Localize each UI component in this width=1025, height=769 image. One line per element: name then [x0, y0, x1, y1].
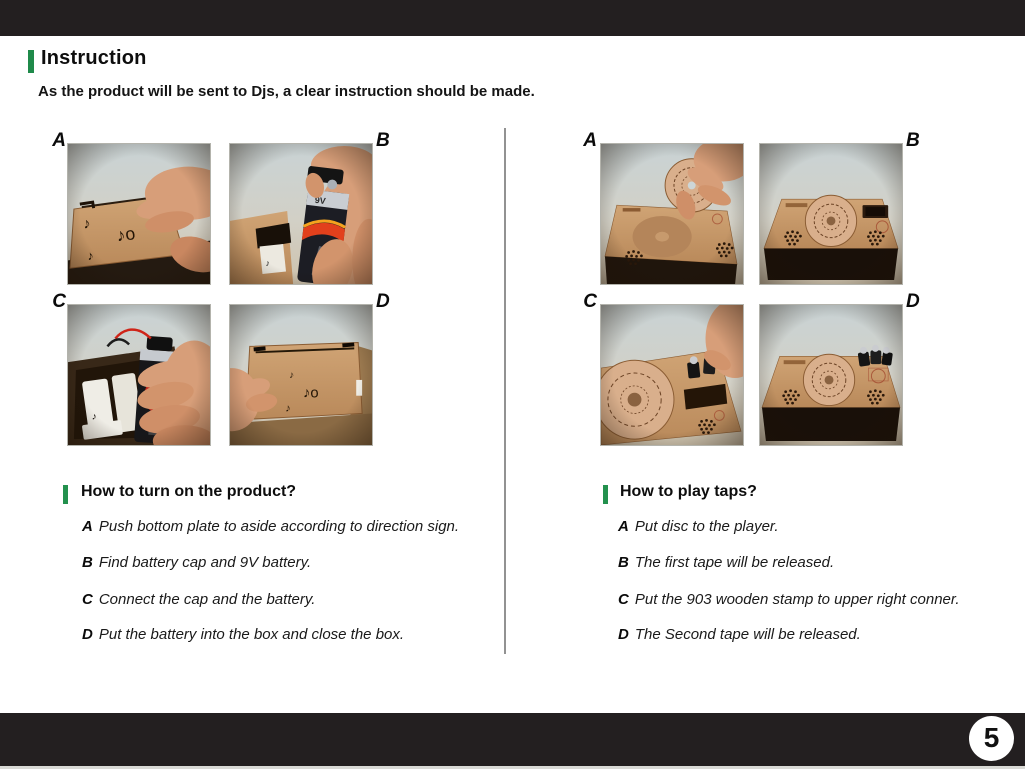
step-label: C [82, 591, 93, 608]
title-accent-bar [28, 50, 34, 73]
step-label: D [618, 626, 629, 643]
heading-accent-bar [63, 485, 68, 504]
step-item [618, 554, 834, 572]
page-subtitle: As the product will be sent to Djs, a clear instruction should be made. [38, 83, 535, 100]
step-label: B [82, 554, 93, 571]
photo-place-stamp [600, 304, 744, 446]
step-text: Connect the cap and the battery. [98, 591, 316, 608]
photo-label: B [906, 130, 920, 151]
bottom-bar [0, 713, 1025, 766]
photo-label: A [52, 130, 66, 151]
step-text: Find battery cap and 9V battery. [98, 554, 312, 571]
section-heading-play-taps: How to play taps? [620, 483, 757, 500]
photo-stamps-placed [759, 304, 903, 446]
step-text: The Second tape will be released. [634, 626, 861, 643]
step-item [82, 518, 459, 536]
photo-label: D [906, 291, 920, 312]
step-text: Put the battery into the box and close the box. [98, 626, 405, 643]
page-number: 5 [983, 721, 1000, 753]
step-label: A [82, 518, 93, 535]
page-number-badge [969, 716, 1014, 761]
photo-label: B [376, 130, 390, 151]
step-item [618, 518, 779, 536]
step-item [82, 591, 315, 609]
step-label: B [618, 554, 629, 571]
photo-label: D [376, 291, 390, 312]
page-title: Instruction [41, 47, 147, 69]
step-text: Put the 903 wooden stamp to upper right conner. [634, 591, 960, 608]
photo-close-box [229, 304, 373, 446]
step-item [82, 554, 311, 572]
heading-accent-bar [603, 485, 608, 504]
column-divider [504, 128, 506, 654]
photo-battery-cap [229, 143, 373, 285]
photo-push-plate [67, 143, 211, 285]
photo-disc-placed [759, 143, 903, 285]
step-item [618, 591, 960, 609]
step-item [618, 626, 861, 644]
section-heading-turn-on: How to turn on the product? [81, 483, 297, 500]
step-text: Put disc to the player. [634, 518, 779, 535]
step-text: The first tape will be released. [634, 554, 835, 571]
step-label: A [618, 518, 629, 535]
step-label: D [82, 626, 93, 643]
step-text: Push bottom plate to aside according to direction sign. [98, 518, 460, 535]
photo-label: A [583, 130, 597, 151]
step-item [82, 626, 404, 644]
top-bar [0, 0, 1025, 36]
photo-label: C [52, 291, 66, 312]
photo-connect-battery [67, 304, 211, 446]
step-label: C [618, 591, 629, 608]
photo-label: C [583, 291, 597, 312]
photo-put-disc [600, 143, 744, 285]
